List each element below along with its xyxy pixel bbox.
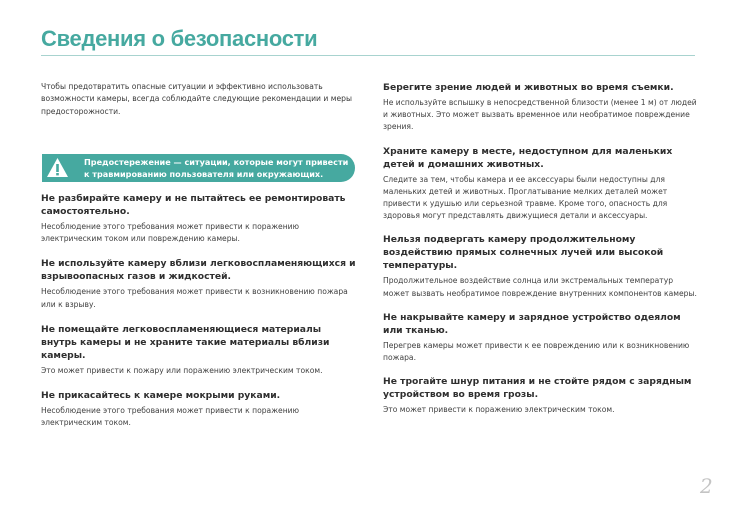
rule-body: Несоблюдение этого требования может привести к поражению электрическим током. (41, 405, 300, 428)
warning-banner (42, 154, 355, 182)
rule-heading: Не помещайте легковоспламеняющиеся материалы внутрь камеры и не храните такие материалы вблизи камеры. (41, 323, 330, 361)
rule-heading: Храните камеру в месте, недоступном для маленьких детей и домашних животных. (383, 145, 673, 170)
right-column (383, 81, 701, 416)
safety-rule (383, 375, 701, 416)
rule-body: Это может привести к пожару или поражению электрическим током. (41, 365, 323, 375)
rule-body: Перегрев камеры может привести к ее повреждению или к возникновению пожара. (383, 340, 690, 363)
safety-rule (383, 81, 701, 134)
rule-heading: Не прикасайтесь к камере мокрыми руками. (41, 389, 281, 401)
warning-triangle-icon-svg (42, 154, 73, 182)
rule-heading: Нельзя подвергать камеру продолжительному воздействию прямых солнечных лучей или высокой температуры. (383, 234, 664, 272)
rule-heading: Не трогайте шнур питания и не стойте рядом с зарядным устройством во время грозы. (383, 376, 692, 401)
rule-body: Несоблюдение этого требования может привести к поражению электрическим током или повреждению камеры. (41, 221, 300, 244)
safety-rule (41, 192, 357, 245)
page-title: Сведения о безопасности (41, 26, 318, 51)
title-divider (41, 55, 695, 56)
rule-body: Не используйте вспышку в непосредственной близости (менее 1 м) от людей и животных. Это может вызвать временное или необратимое повреждение зрения. (383, 98, 697, 132)
rule-heading: Берегите зрение людей и животных во время съемки. (383, 82, 674, 93)
rule-heading: Не разбирайте камеру и не пытайтесь ее ремонтировать самостоятельно. (41, 192, 346, 217)
safety-rule (383, 311, 701, 364)
safety-rule (383, 233, 701, 299)
warning-triangle-icon (42, 154, 73, 182)
rule-body: Это может привести к поражению электрическим током. (383, 405, 615, 415)
page-number: 2 (700, 474, 713, 498)
intro-text: Чтобы предотвратить опасные ситуации и эффективно использовать возможности камеры, всегда соблюдайте следующие рекомендации и меры предосторожности. (41, 82, 352, 116)
rule-body: Продолжительное воздействие солнца или экстремальных температур может вызвать необратимое повреждение внутренних компонентов камеры. (383, 276, 697, 298)
left-column (41, 81, 357, 429)
rule-body: Следите за тем, чтобы камера и ее аксессуары были недоступны для маленьких детей и животных. Проглатывание мелких деталей может привести к удушью или серьезной травме. Кроме того, опасность для здоровья могут представлять движущиеся детали и аксессуары. (383, 174, 668, 221)
safety-rule (41, 389, 357, 429)
rule-body: Несоблюдение этого требования может привести к возникновению пожара или к взрыву. (41, 287, 348, 309)
rule-heading: Не накрывайте камеру и зарядное устройство одеялом или тканью. (383, 311, 681, 336)
rule-heading: Не используйте камеру вблизи легковоспламеняющихся и взрывоопасных газов и жидкостей. (41, 258, 356, 283)
safety-rule (41, 323, 357, 377)
safety-rule (41, 257, 357, 310)
warning-text: Предостережение — ситуации, которые могут привести к травмированию пользователя или окружающих. (84, 156, 349, 179)
safety-rule (383, 145, 701, 223)
